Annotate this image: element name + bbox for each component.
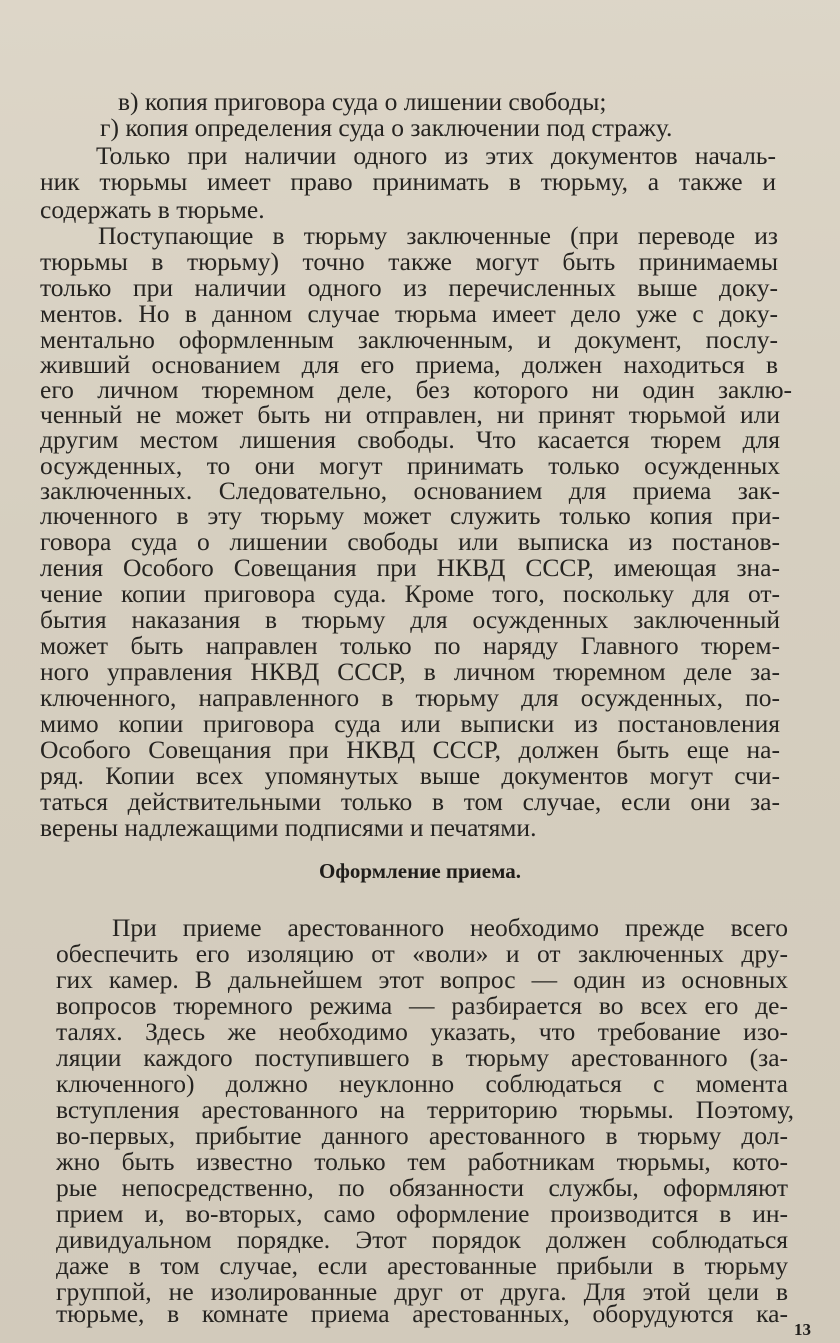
- paragraph-2-line: говора суда о лишении свободы или выписка из постанов-: [40, 527, 780, 556]
- paragraph-3-line: гих камер. В дальнейшем этот вопрос — один из основных: [56, 965, 788, 994]
- paragraph-3-line: При приеме арестованного необходимо прежде всего: [112, 913, 788, 942]
- page-number: 13: [794, 1320, 811, 1339]
- paragraph-2-line: ного управления НКВД СССР, в личном тюремном деле за-: [40, 657, 780, 686]
- paragraph-3-line: вопросов тюремного режима — разбирается во всех его де-: [56, 991, 788, 1020]
- paragraph-2-line: верены надлежащими подписями и печатями.: [40, 813, 537, 842]
- paragraph-3-line: ляции каждого поступившего в тюрьму арестованного (за-: [56, 1043, 788, 1072]
- paragraph-3-line: во-первых, прибытие данного арестованного в тюрьму дол-: [56, 1121, 788, 1150]
- paragraph-2-line: мимо копии приговора суда или выписки из постановления: [40, 709, 780, 738]
- list-item-g: г) копия определения суда о заключении под стражу.: [100, 113, 673, 142]
- paragraph-2-line: бытия наказания в тюрьму для осужденных заключенный: [40, 605, 780, 634]
- paragraph-2-line: ментально оформленным заключенным, и документ, послу-: [40, 325, 778, 354]
- paragraph-3-line: талях. Здесь же необходимо указать, что требование изо-: [56, 1017, 788, 1046]
- paragraph-2-line: ментов. Но в данном случае тюрьма имеет дело уже с доку-: [40, 299, 778, 328]
- section-heading: Оформление приема.: [318, 859, 521, 883]
- paragraph-2-line: тюрьмы в тюрьму) точно также могут быть принимаемы: [40, 247, 778, 276]
- paragraph-3-line: дивидуальном порядке. Этот порядок должен соблюдаться: [56, 1225, 788, 1254]
- paragraph-2-line: ченный не может быть ни отправлен, ни принят тюрьмой или: [40, 400, 780, 429]
- paragraph-2-line: только при наличии одного из перечисленных выше доку-: [40, 273, 778, 302]
- paragraph-2-line: его личном тюремном деле, без которого ни один заклю-: [40, 375, 792, 404]
- paragraph-3-line: ключенного) должно неуклонно соблюдаться с момента: [56, 1069, 788, 1098]
- paragraph-3-line: вступления арестованного на территорию тюрьмы. Поэтому,: [56, 1095, 794, 1124]
- paragraph-3-line: даже в том случае, если арестованные прибыли в тюрьму: [56, 1251, 788, 1280]
- paragraph-2-line: ключенного, направленного в тюрьму для осужденных, по-: [40, 683, 780, 712]
- paragraph-2-line: заключенных. Следовательно, основанием для приема зак-: [40, 476, 780, 505]
- paragraph-2-line: Поступающие в тюрьму заключенные (при переводе из: [98, 221, 778, 250]
- paragraph-2-line: ления Особого Совещания при НКВД СССР, имеющая зна-: [40, 553, 780, 582]
- paragraph-2-line: люченного в эту тюрьму может служить только копия при-: [40, 501, 780, 530]
- paragraph-2-line: живший основанием для его приема, должен находиться в: [40, 350, 778, 379]
- paragraph-3-line: тюрьме, в комнате приема арестованных, оборудуются ка-: [56, 1299, 788, 1328]
- paragraph-2-line: может быть направлен только по наряду Главного тюрем-: [40, 631, 780, 660]
- paragraph-2-line: осужденных, то они могут принимать только осужденных: [40, 451, 780, 480]
- paragraph-2-line: Особого Совещания при НКВД СССР, должен быть еще на-: [40, 735, 780, 764]
- paragraph-3-line: рые непосредственно, по обязанности службы, оформляют: [56, 1173, 788, 1202]
- list-item-v: в) копия приговора суда о лишении свободы;: [118, 87, 607, 116]
- paragraph-3-line: обеспечить его изоляцию от «воли» и от заключенных дру-: [56, 939, 788, 968]
- paragraph-3-line: группой, не изолированные друг от друга. Для этой цели в: [56, 1277, 788, 1306]
- paragraph-2-line: другим местом лишения свободы. Что касается тюрем для: [40, 425, 780, 454]
- paragraph-1-line: Только при наличии одного из этих документов началь-: [96, 141, 776, 170]
- paragraph-3-line: прием и, во-вторых, само оформление производится в ин-: [56, 1199, 788, 1228]
- paragraph-1-line: содержать в тюрьме.: [40, 195, 265, 224]
- paragraph-2-line: чение копии приговора суда. Кроме того, поскольку для от-: [40, 579, 780, 608]
- paragraph-3-line: жно быть известно только тем работникам тюрьмы, кото-: [56, 1147, 788, 1176]
- paragraph-1-line: ник тюрьмы имеет право принимать в тюрьму, а также и: [40, 167, 776, 196]
- paragraph-2-line: ряд. Копии всех упомянутых выше документов могут счи-: [40, 761, 780, 790]
- paragraph-2-line: таться действительными только в том случае, если они за-: [40, 787, 780, 816]
